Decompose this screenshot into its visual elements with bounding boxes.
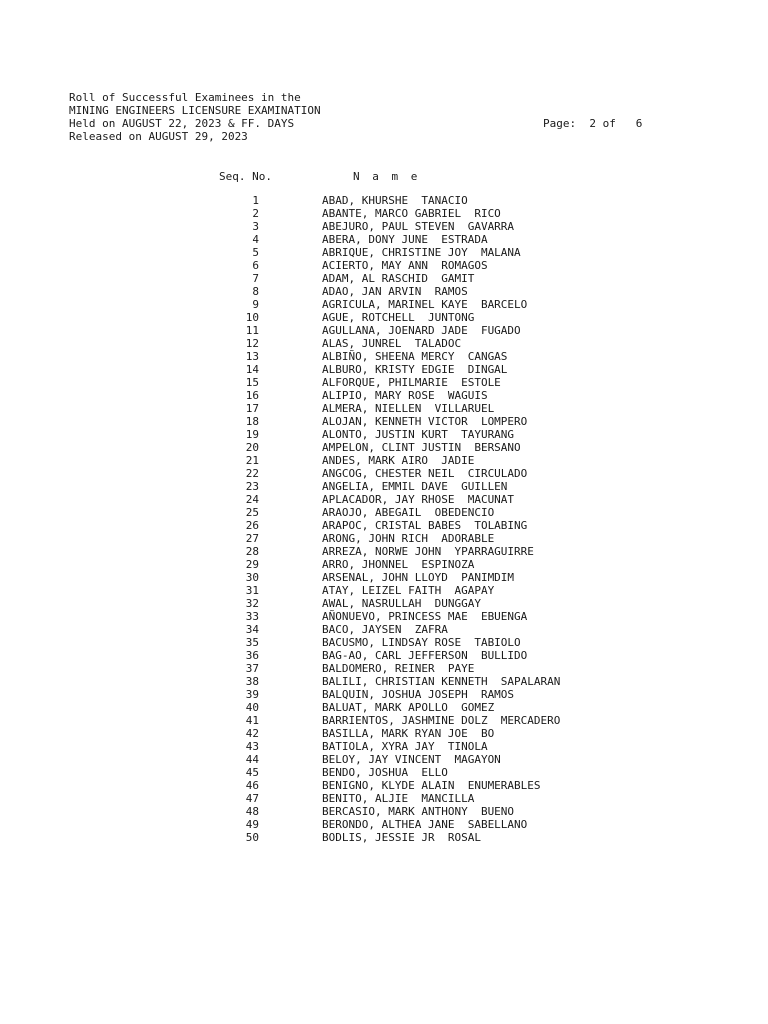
examinee-name: ALOJAN, KENNETH VICTOR LOMPERO: [322, 415, 528, 428]
examinee-name: BENITO, ALJIE MANCILLA: [322, 792, 475, 805]
examinee-row: [0, 506, 768, 519]
examinee-row: [0, 766, 768, 779]
examinee-row: [0, 428, 768, 441]
examinee-seq-no: 32: [245, 597, 259, 610]
examinee-row: [0, 649, 768, 662]
examinee-seq-no: 11: [245, 324, 259, 337]
examinee-seq-no: 21: [245, 454, 259, 467]
examinee-row: [0, 584, 768, 597]
examinee-name: BENIGNO, KLYDE ALAIN ENUMERABLES: [322, 779, 541, 792]
examinee-name: ACIERTO, MAY ANN ROMAGOS: [322, 259, 488, 272]
examinee-seq-no: 36: [245, 649, 259, 662]
examinee-seq-no: 47: [245, 792, 259, 805]
examinee-seq-no: 5: [252, 246, 259, 259]
examinee-name: ABAD, KHURSHE TANACIO: [322, 194, 468, 207]
examinee-name: ANGCOG, CHESTER NEIL CIRCULADO: [322, 467, 528, 480]
examinee-seq-no: 41: [245, 714, 259, 727]
examinee-name: ALIPIO, MARY ROSE WAGUIS: [322, 389, 488, 402]
examinee-row: [0, 298, 768, 311]
examinee-row: [0, 805, 768, 818]
examinee-row: [0, 519, 768, 532]
examinee-seq-no: 1: [252, 194, 259, 207]
examinee-row: [0, 402, 768, 415]
examinee-row: [0, 415, 768, 428]
examinee-seq-no: 7: [252, 272, 259, 285]
examinee-row: [0, 636, 768, 649]
examinee-row: [0, 714, 768, 727]
examinee-row: [0, 688, 768, 701]
page-of-label: of: [602, 117, 616, 130]
exam-held-date: Held on AUGUST 22, 2023 & FF. DAYS: [69, 117, 295, 130]
examinee-seq-no: 27: [245, 532, 259, 545]
examinee-row: [0, 376, 768, 389]
examinee-seq-no: 48: [245, 805, 259, 818]
examinee-seq-no: 39: [245, 688, 259, 701]
page-current: 2: [589, 117, 596, 130]
document-title-line-1: Roll of Successful Examinees in the: [69, 91, 301, 104]
release-date: Released on AUGUST 29, 2023: [69, 130, 248, 143]
examinee-row: [0, 363, 768, 376]
examinee-seq-no: 24: [245, 493, 259, 506]
examinee-seq-no: 28: [245, 545, 259, 558]
examinee-name: BALUAT, MARK APOLLO GOMEZ: [322, 701, 495, 714]
examinee-name: APLACADOR, JAY RHOSE MACUNAT: [322, 493, 515, 506]
examinee-seq-no: 13: [245, 350, 259, 363]
page-label: Page:: [543, 117, 577, 130]
examinee-seq-no: 50: [245, 831, 259, 844]
examinee-row: [0, 610, 768, 623]
examinee-seq-no: 17: [245, 402, 259, 415]
examinee-name: ARRO, JHONNEL ESPINOZA: [322, 558, 475, 571]
examinee-seq-no: 45: [245, 766, 259, 779]
examinee-name: BACUSMO, LINDSAY ROSE TABIOLO: [322, 636, 521, 649]
page-total: 6: [635, 117, 643, 130]
examinee-seq-no: 43: [245, 740, 259, 753]
examinee-row: [0, 818, 768, 831]
examinee-row: [0, 480, 768, 493]
examinee-name: AGULLANA, JOENARD JADE FUGADO: [322, 324, 521, 337]
examinee-name: ARONG, JOHN RICH ADORABLE: [322, 532, 495, 545]
examinee-seq-no: 20: [245, 441, 259, 454]
examinee-name: BERONDO, ALTHEA JANE SABELLANO: [322, 818, 528, 831]
examinee-name: ARSENAL, JOHN LLOYD PANIMDIM: [322, 571, 515, 584]
examinee-seq-no: 2: [252, 207, 259, 220]
examinee-name: ATAY, LEIZEL FAITH AGAPAY: [322, 584, 495, 597]
examinee-name: ALONTO, JUSTIN KURT TAYURANG: [322, 428, 515, 441]
examinee-name: ABANTE, MARCO GABRIEL RICO: [322, 207, 501, 220]
examinee-row: [0, 532, 768, 545]
examinee-name: ABEJURO, PAUL STEVEN GAVARRA: [322, 220, 515, 233]
examinee-seq-no: 46: [245, 779, 259, 792]
name-column-header: N a m e: [353, 170, 421, 183]
examinee-seq-no: 12: [245, 337, 259, 350]
examinee-row: [0, 324, 768, 337]
examinee-seq-no: 42: [245, 727, 259, 740]
examinee-name: AWAL, NASRULLAH DUNGGAY: [322, 597, 481, 610]
examinee-seq-no: 18: [245, 415, 259, 428]
examinee-row: [0, 597, 768, 610]
examinee-name: BASILLA, MARK RYAN JOE BO: [322, 727, 495, 740]
examinee-seq-no: 3: [252, 220, 259, 233]
examinee-seq-no: 37: [245, 662, 259, 675]
examinee-row: [0, 454, 768, 467]
examinee-seq-no: 19: [245, 428, 259, 441]
examinee-row: [0, 701, 768, 714]
examinee-row: [0, 337, 768, 350]
examinee-row: [0, 779, 768, 792]
examination-name: MINING ENGINEERS LICENSURE EXAMINATION: [69, 104, 321, 117]
examinee-seq-no: 29: [245, 558, 259, 571]
examinee-row: [0, 350, 768, 363]
examinee-row: [0, 545, 768, 558]
examinee-name: BAG-AO, CARL JEFFERSON BULLIDO: [322, 649, 528, 662]
examinee-row: [0, 285, 768, 298]
examinee-list: [0, 194, 768, 844]
examinee-row: [0, 662, 768, 675]
examinee-name: BALILI, CHRISTIAN KENNETH SAPALARAN: [322, 675, 561, 688]
examinee-name: BACO, JAYSEN ZAFRA: [322, 623, 448, 636]
examinee-seq-no: 26: [245, 519, 259, 532]
examinee-row: [0, 207, 768, 220]
examinee-row: [0, 467, 768, 480]
examinee-seq-no: 4: [252, 233, 259, 246]
examinee-name: BELOY, JAY VINCENT MAGAYON: [322, 753, 501, 766]
examinee-name: AGUE, ROTCHELL JUNTONG: [322, 311, 475, 324]
examinee-name: BALQUIN, JOSHUA JOSEPH RAMOS: [322, 688, 515, 701]
examinee-name: ALMERA, NIELLEN VILLARUEL: [322, 402, 495, 415]
examinee-seq-no: 14: [245, 363, 259, 376]
examinee-name: ANDES, MARK AIRO JADIE: [322, 454, 475, 467]
examinee-row: [0, 194, 768, 207]
examinee-row: [0, 233, 768, 246]
examinee-name: AGRICULA, MARINEL KAYE BARCELO: [322, 298, 528, 311]
examinee-name: BARRIENTOS, JASHMINE DOLZ MERCADERO: [322, 714, 561, 727]
examinee-name: AMPELON, CLINT JUSTIN BERSANO: [322, 441, 521, 454]
examinee-name: BERCASIO, MARK ANTHONY BUENO: [322, 805, 515, 818]
examinee-row: [0, 571, 768, 584]
examinee-row: [0, 740, 768, 753]
examinee-row: [0, 493, 768, 506]
examinee-row: [0, 246, 768, 259]
examinee-seq-no: 35: [245, 636, 259, 649]
examinee-row: [0, 753, 768, 766]
examinee-seq-no: 49: [245, 818, 259, 831]
examinee-name: ADAO, JAN ARVIN RAMOS: [322, 285, 468, 298]
examinee-row: [0, 558, 768, 571]
examinee-seq-no: 22: [245, 467, 259, 480]
examinee-row: [0, 311, 768, 324]
examinee-seq-no: 38: [245, 675, 259, 688]
examinee-seq-no: 16: [245, 389, 259, 402]
examinee-name: ALBIÑO, SHEENA MERCY CANGAS: [322, 350, 508, 363]
seq-column-header: Seq. No.: [219, 170, 272, 183]
examinee-name: BODLIS, JESSIE JR ROSAL: [322, 831, 481, 844]
examinee-row: [0, 831, 768, 844]
examinee-name: BATIOLA, XYRA JAY TINOLA: [322, 740, 488, 753]
examinee-name: ARREZA, NORWE JOHN YPARRAGUIRRE: [322, 545, 534, 558]
examinee-row: [0, 727, 768, 740]
page-indicator: [543, 117, 642, 130]
examinee-row: [0, 272, 768, 285]
examinee-row: [0, 389, 768, 402]
examinee-row: [0, 623, 768, 636]
examinee-name: ALFORQUE, PHILMARIE ESTOLE: [322, 376, 501, 389]
examinee-seq-no: 40: [245, 701, 259, 714]
examinee-name: ARAPOC, CRISTAL BABES TOLABING: [322, 519, 528, 532]
examinee-seq-no: 31: [245, 584, 259, 597]
examinee-row: [0, 792, 768, 805]
examinee-name: ABRIQUE, CHRISTINE JOY MALANA: [322, 246, 521, 259]
examinee-seq-no: 8: [252, 285, 259, 298]
examinee-seq-no: 15: [245, 376, 259, 389]
examinee-name: ALAS, JUNREL TALADOC: [322, 337, 462, 350]
examinee-seq-no: 34: [245, 623, 259, 636]
examinee-seq-no: 9: [252, 298, 259, 311]
examinee-name: ABERA, DONY JUNE ESTRADA: [322, 233, 488, 246]
examinee-seq-no: 6: [252, 259, 259, 272]
examinee-seq-no: 44: [245, 753, 259, 766]
examinee-row: [0, 441, 768, 454]
examinee-row: [0, 675, 768, 688]
examinee-seq-no: 10: [245, 311, 259, 324]
examinee-name: BALDOMERO, REINER PAYE: [322, 662, 475, 675]
examinee-row: [0, 220, 768, 233]
examinee-seq-no: 25: [245, 506, 259, 519]
examinee-name: ALBURO, KRISTY EDGIE DINGAL: [322, 363, 508, 376]
examinee-seq-no: 33: [245, 610, 259, 623]
examinee-name: ANGELIA, EMMIL DAVE GUILLEN: [322, 480, 508, 493]
examinee-name: ARAOJO, ABEGAIL OBEDENCIO: [322, 506, 495, 519]
examinee-name: BENDO, JOSHUA ELLO: [322, 766, 448, 779]
examinee-name: ADAM, AL RASCHID GAMIT: [322, 272, 475, 285]
examinee-seq-no: 30: [245, 571, 259, 584]
examinee-seq-no: 23: [245, 480, 259, 493]
examinee-row: [0, 259, 768, 272]
examinee-name: AÑONUEVO, PRINCESS MAE EBUENGA: [322, 610, 528, 623]
